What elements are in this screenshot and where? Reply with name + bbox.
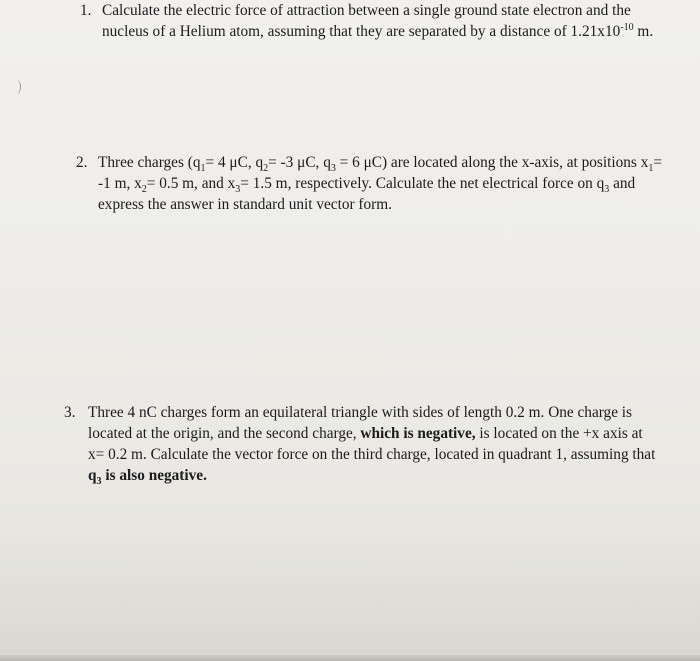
q1-unit: m. — [633, 23, 654, 40]
q2-seg: = 4 μC, q — [205, 154, 264, 171]
q2-sub: 3 — [604, 184, 610, 196]
q3-seg: located at the origin, and the second charge, — [88, 425, 361, 442]
question-2-number: 2. — [76, 154, 88, 171]
question-1 — [80, 0, 680, 42]
page-shadow — [0, 521, 700, 661]
question-3-line-4 — [88, 467, 207, 488]
q2-sub: 2 — [141, 184, 147, 196]
question-1-number: 1. — [80, 2, 92, 19]
q3-bold-negative: which is negative, — [360, 425, 476, 442]
q2-sub: 3 — [235, 184, 241, 196]
q2-seg: -1 m, x — [98, 175, 142, 192]
q1-distance-text: nucleus of a Helium atom, assuming that they are separated by a distance of 1.21x10 — [102, 23, 621, 40]
q2-seg: = -3 μC, q — [268, 154, 331, 171]
question-3-text — [64, 402, 684, 486]
q1-exponent: -10 — [620, 21, 634, 33]
q3-seg: is located on the +x axis at — [475, 425, 643, 442]
q3-q: q — [88, 467, 97, 484]
question-2-line-3: express the answer in standard unit vector form. — [98, 196, 392, 213]
question-1-line-2 — [102, 23, 653, 40]
q2-sub: 1 — [200, 163, 206, 175]
q3-sub: 3 — [96, 476, 102, 488]
question-2-text — [76, 152, 680, 215]
q2-seg: = 1.5 m, respectively. Calculate the net electrical force on q — [240, 175, 605, 192]
question-3-line-2 — [88, 425, 643, 442]
q2-sub: 3 — [330, 163, 336, 175]
q2-seg: = 0.5 m, and x — [146, 175, 236, 192]
pen-mark — [12, 80, 21, 94]
q3-rest: is also negative. — [101, 467, 207, 484]
q2-seg: = — [653, 154, 662, 171]
question-1-line-1: Calculate the electric force of attraction between a single ground state electron and the — [102, 2, 631, 19]
q2-sub: 2 — [263, 163, 269, 175]
question-2 — [76, 152, 680, 215]
question-1-text — [80, 0, 680, 42]
question-2-line-2 — [98, 175, 636, 196]
q2-seg: Three charges (q — [98, 154, 201, 171]
question-2-line-1 — [98, 154, 662, 175]
question-3-line-3: x= 0.2 m. Calculate the vector force on the third charge, located in quadrant 1, assuming that — [88, 446, 656, 463]
q2-seg: = 6 μC) are located along the x-axis, at positions x — [335, 154, 649, 171]
page-bottom-edge — [0, 655, 700, 661]
q2-seg: and — [609, 175, 636, 192]
question-3-line-1: Three 4 nC charges form an equilateral triangle with sides of length 0.2 m. One charge is — [88, 404, 633, 421]
question-3-number: 3. — [64, 404, 76, 421]
question-3 — [64, 402, 684, 486]
q2-sub: 1 — [648, 163, 654, 175]
